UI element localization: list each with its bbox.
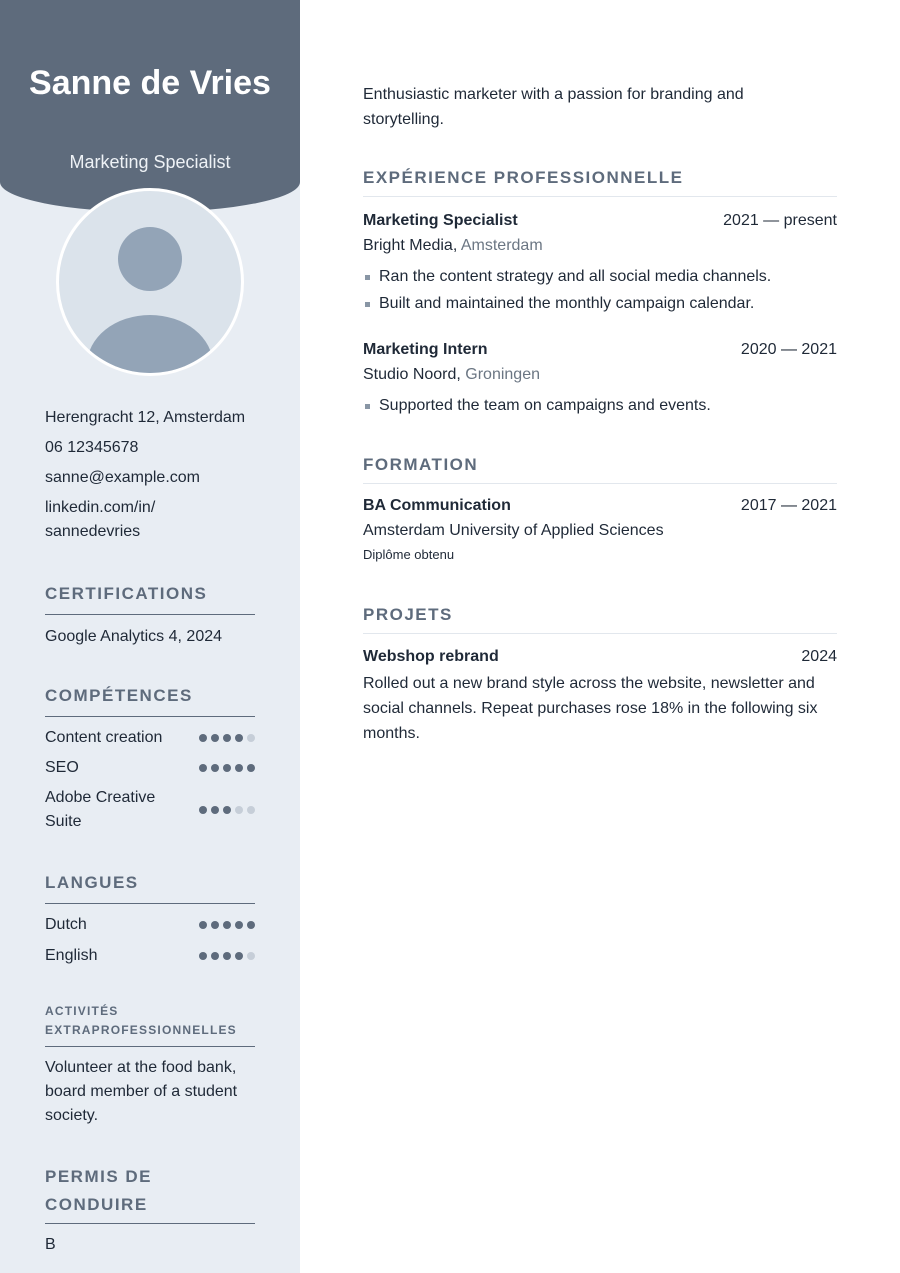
rating-dot-filled	[235, 764, 243, 772]
job-bullets	[363, 263, 837, 317]
rating-dot-filled	[199, 806, 207, 814]
rating-dot-empty	[247, 806, 255, 814]
avatar-head-icon	[118, 227, 182, 291]
job-company: Studio Noord	[363, 366, 457, 383]
certifications-heading: CERTIFICATIONS	[45, 580, 255, 615]
job-location: Groningen	[465, 366, 540, 383]
rating-dot-filled	[223, 952, 231, 960]
language-level-dots	[199, 952, 255, 960]
license-heading: PERMIS DE CONDUIRE	[45, 1167, 153, 1214]
rating-dot-filled	[211, 806, 219, 814]
skill-name: Adobe Creative Suite	[45, 789, 156, 830]
contact-block	[45, 406, 265, 550]
skills-section	[45, 682, 255, 834]
education-entry	[363, 494, 837, 565]
sidebar	[0, 0, 300, 1273]
rating-dot-filled	[247, 764, 255, 772]
projects-heading: PROJETS	[363, 605, 837, 634]
job-dates: 2021 — present	[723, 212, 837, 229]
degree-dates: 2017 — 2021	[740, 497, 837, 514]
job-bullets	[363, 392, 837, 419]
job-company-line: Bright Media, Amsterdam	[363, 237, 543, 254]
language-name: Dutch	[45, 916, 87, 933]
rating-dot-empty	[235, 806, 243, 814]
rating-dot-filled	[235, 921, 243, 929]
rating-dot-filled	[199, 952, 207, 960]
job-company-line: Studio Noord, Groningen	[363, 366, 540, 383]
job-bullet: Built and maintained the monthly campaign calendar.	[363, 290, 837, 317]
rating-dot-filled	[235, 734, 243, 742]
job-bullet: Ran the content strategy and all social media channels.	[363, 263, 837, 290]
activities-section	[45, 1002, 255, 1128]
certifications-section	[45, 580, 255, 649]
rating-dot-filled	[199, 734, 207, 742]
skill-level-dots	[199, 806, 255, 814]
project-name: Webshop rebrand	[363, 648, 499, 665]
skill-row	[45, 756, 255, 780]
languages-list	[45, 913, 255, 968]
skill-row	[45, 726, 255, 750]
header-band	[0, 0, 300, 212]
skill-level-dots	[199, 734, 255, 742]
language-row	[45, 944, 255, 968]
license-section	[45, 1163, 255, 1257]
education-heading: FORMATION	[363, 455, 837, 484]
profile-summary: Enthusiastic marketer with a passion for branding and storytelling.	[363, 86, 744, 128]
contact-linkedin[interactable]: linkedin.com/in/ sannedevries	[45, 499, 156, 540]
degree-title: BA Communication	[363, 497, 511, 514]
rating-dot-filled	[199, 764, 207, 772]
experience-heading: EXPÉRIENCE PROFESSIONNELLE	[363, 168, 837, 197]
job-location: Amsterdam	[460, 237, 543, 254]
rating-dot-filled	[247, 921, 255, 929]
rating-dot-filled	[235, 952, 243, 960]
candidate-title: Marketing Specialist	[69, 152, 231, 172]
experience-entry	[363, 209, 837, 317]
experience-entry	[363, 338, 837, 419]
project-description: Rolled out a new brand style across the website, newsletter and social channels. Repeat purchases rose 18% in the following six months.	[363, 675, 818, 742]
rating-dot-filled	[211, 734, 219, 742]
rating-dot-filled	[223, 764, 231, 772]
rating-dot-filled	[211, 921, 219, 929]
job-dates: 2020 — 2021	[740, 341, 837, 358]
contact-email[interactable]: sanne@example.com	[45, 469, 200, 486]
languages-section	[45, 869, 255, 968]
contact-phone: 06 12345678	[45, 439, 139, 456]
language-name: English	[45, 947, 98, 964]
rating-dot-filled	[211, 764, 219, 772]
job-company: Bright Media	[363, 237, 453, 254]
language-level-dots	[199, 921, 255, 929]
avatar	[56, 188, 244, 376]
project-entry	[363, 645, 837, 746]
rating-dot-filled	[199, 921, 207, 929]
job-title: Marketing Intern	[363, 341, 488, 358]
degree-note: Diplôme obtenu	[363, 547, 455, 562]
activities-heading: ACTIVITÉS EXTRAPROFESSIONNELLES	[45, 1002, 255, 1047]
license-divider	[45, 1223, 255, 1224]
rating-dot-filled	[223, 806, 231, 814]
skill-name: SEO	[45, 759, 79, 776]
rating-dot-filled	[223, 734, 231, 742]
job-title: Marketing Specialist	[363, 212, 518, 229]
job-bullet: Supported the team on campaigns and events.	[363, 392, 837, 419]
skills-list	[45, 726, 255, 834]
school-name: Amsterdam University of Applied Sciences	[363, 522, 664, 539]
activities-text: Volunteer at the food bank, board member of a student society.	[45, 1059, 238, 1124]
avatar-body-icon	[87, 315, 213, 376]
contact-address: Herengracht 12, Amsterdam	[45, 409, 246, 426]
languages-heading: LANGUES	[45, 869, 255, 904]
skill-name: Content creation	[45, 729, 163, 746]
license-text: B	[45, 1236, 56, 1253]
project-year: 2024	[801, 648, 837, 665]
certification-item: Google Analytics 4, 2024	[45, 628, 223, 645]
rating-dot-empty	[247, 734, 255, 742]
skills-heading: COMPÉTENCES	[45, 682, 255, 717]
language-row	[45, 913, 255, 937]
rating-dot-filled	[223, 921, 231, 929]
candidate-name: Sanne de Vries	[29, 64, 271, 102]
rating-dot-filled	[211, 952, 219, 960]
skill-row	[45, 786, 255, 834]
rating-dot-empty	[247, 952, 255, 960]
skill-level-dots	[199, 764, 255, 772]
